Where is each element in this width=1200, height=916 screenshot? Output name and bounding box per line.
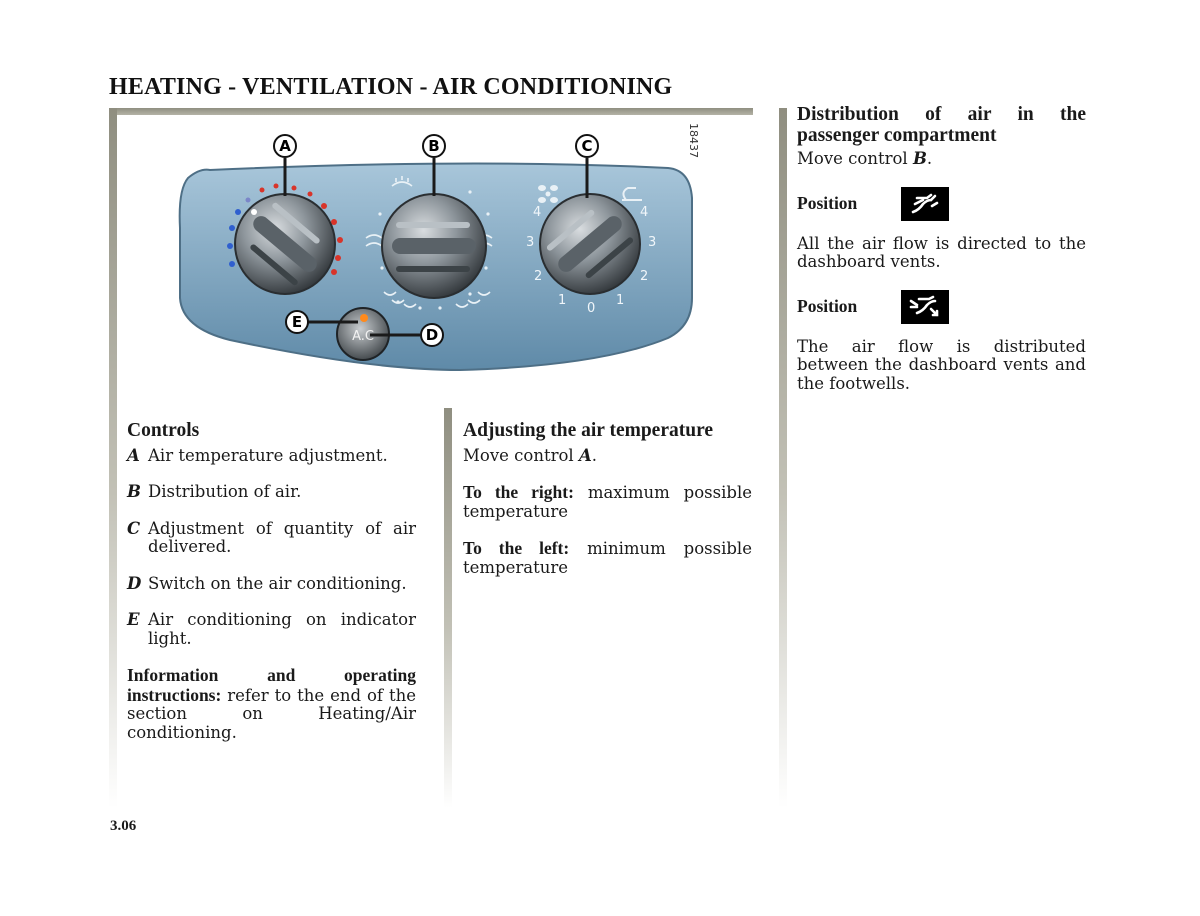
svg-text:0: 0 bbox=[587, 301, 596, 316]
item-letter: B bbox=[127, 482, 141, 501]
position-1-text: All the air flow is directed to the dashboard vents. bbox=[797, 233, 1086, 271]
list-item bbox=[127, 520, 416, 557]
callout-e: E bbox=[291, 313, 303, 331]
distribution-intro: Move control B. bbox=[797, 149, 933, 168]
distribution-section bbox=[797, 104, 1086, 411]
list-item bbox=[127, 611, 416, 648]
svg-text:3: 3 bbox=[526, 235, 535, 250]
temperature-heading: Adjusting the air temperature bbox=[463, 420, 714, 441]
list-item bbox=[127, 483, 416, 502]
callout-d: D bbox=[425, 326, 439, 344]
temperature-intro: Move control A. bbox=[463, 445, 597, 465]
knob-a[interactable] bbox=[235, 194, 335, 294]
item-letter: C bbox=[127, 518, 141, 538]
info-paragraph bbox=[127, 666, 416, 742]
svg-text:1: 1 bbox=[616, 293, 625, 308]
svg-text:2: 2 bbox=[640, 269, 649, 284]
item-text: Distribution of air. bbox=[148, 482, 302, 501]
callout-a: A bbox=[279, 137, 291, 155]
callout-c: C bbox=[581, 137, 593, 155]
list-item bbox=[127, 575, 416, 594]
figure-ref: 18437 bbox=[687, 123, 700, 158]
page-number: 3.06 bbox=[110, 818, 137, 834]
ac-indicator-light bbox=[360, 314, 368, 322]
item-text: Air conditioning on indicator light. bbox=[148, 610, 416, 648]
position-row-1 bbox=[797, 187, 1086, 221]
list-item bbox=[127, 447, 416, 466]
knob-b[interactable] bbox=[382, 194, 486, 298]
right-column-bar bbox=[779, 108, 787, 808]
top-rule bbox=[109, 108, 753, 115]
position-2-text: The air flow is distributed between the dashboard vents and the footwells. bbox=[797, 336, 1086, 393]
item-text: Air temperature adjustment. bbox=[148, 445, 388, 465]
position-row-2 bbox=[797, 290, 1086, 324]
svg-text:2: 2 bbox=[534, 269, 543, 284]
item-text: Adjustment of quantity of air delivered. bbox=[148, 518, 416, 556]
middle-column-bar bbox=[444, 408, 452, 808]
svg-text:A.C: A.C bbox=[352, 329, 374, 344]
position-label: Position bbox=[797, 193, 858, 214]
controls-section bbox=[127, 422, 416, 760]
svg-text:3: 3 bbox=[648, 235, 657, 250]
vents-and-footwells-icon bbox=[901, 290, 949, 324]
page-title: HEATING - VENTILATION - AIR CONDITIONING bbox=[109, 74, 673, 100]
svg-text:4: 4 bbox=[533, 205, 542, 220]
knob-c[interactable] bbox=[540, 194, 640, 294]
to-the-right: To the right: maximum possible temperature bbox=[463, 482, 752, 521]
info-label: Information and operating instructions: bbox=[127, 665, 416, 705]
svg-text:4: 4 bbox=[640, 205, 649, 220]
to-the-left: To the left: minimum possible temperature bbox=[463, 538, 752, 577]
distribution-heading: Distribution of air in the passenger compartment bbox=[797, 104, 1086, 146]
svg-text:1: 1 bbox=[558, 293, 567, 308]
temperature-section bbox=[463, 422, 752, 595]
dashboard-vents-icon bbox=[901, 187, 949, 221]
item-letter: E bbox=[127, 610, 140, 629]
position-label: Position bbox=[797, 296, 858, 317]
info-text: refer to the end of the section on Heating/Air conditioning. bbox=[127, 685, 416, 742]
controls-heading: Controls bbox=[127, 420, 200, 441]
left-column-bar bbox=[109, 108, 117, 808]
item-text: Switch on the air conditioning. bbox=[148, 573, 407, 593]
item-letter: D bbox=[127, 573, 142, 593]
callout-b: B bbox=[428, 137, 440, 155]
control-panel-figure bbox=[170, 118, 710, 380]
item-letter: A bbox=[127, 445, 140, 465]
